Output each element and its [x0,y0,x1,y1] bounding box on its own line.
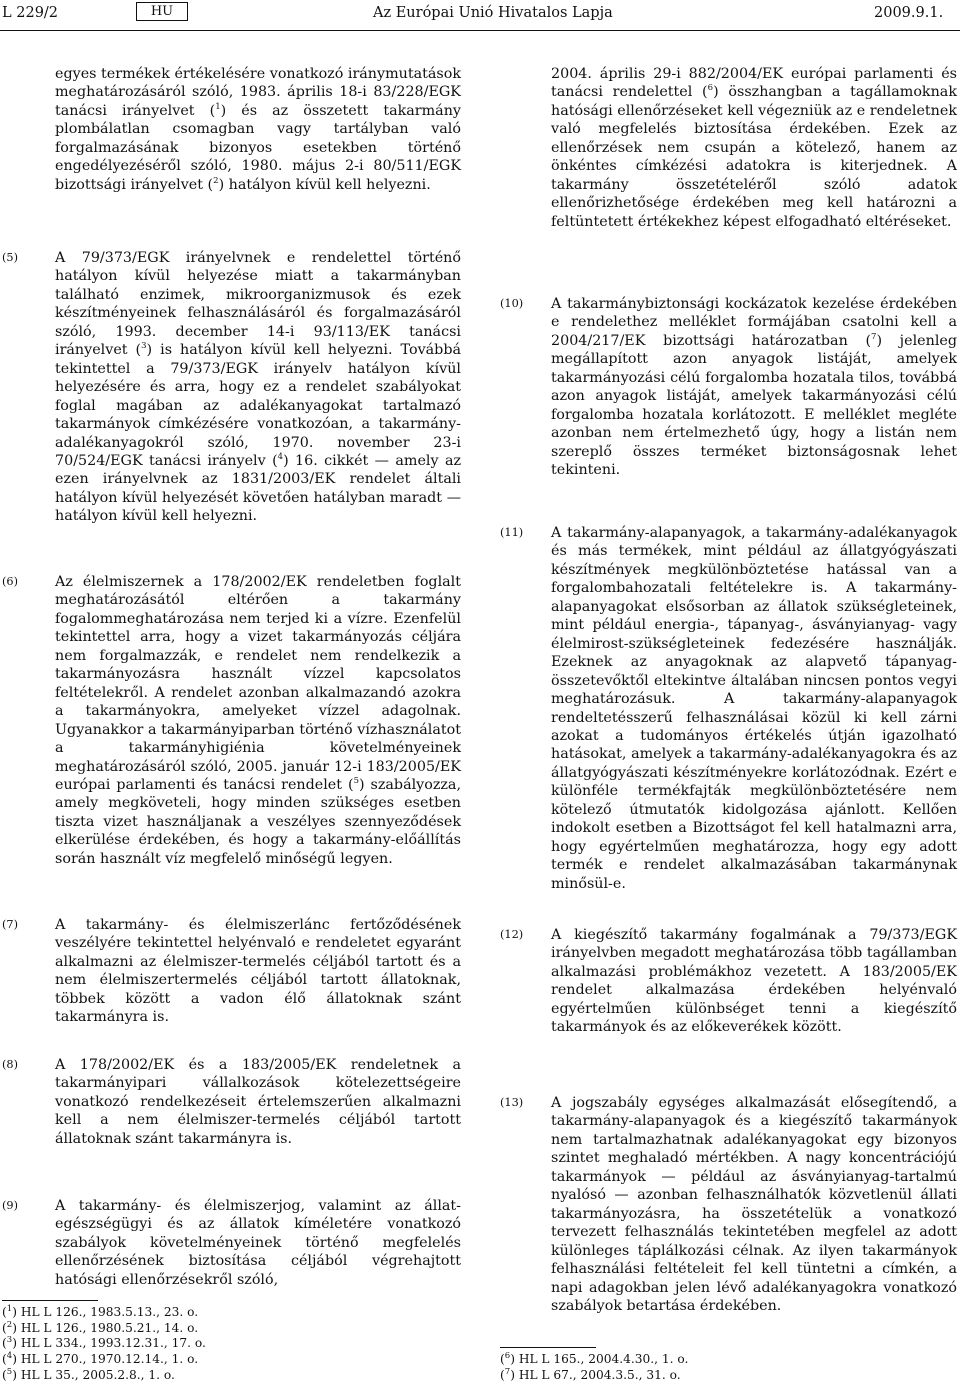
footnote-6: ($^6$) HL L 165., 2004.4.30., 1. o. [500,1350,689,1366]
paragraph-7-number: (7) [2,918,19,931]
page-reference: L 229/2 [2,5,59,21]
paragraph-7: A takarmány- és élelmiszerlánc fertőződésének veszélyére tekintettel helyénvaló e rendeletet egyaránt alkalmazni az élelmiszer-termelés céljából tartott és a nem élelmiszertermelés céljából tartott állatoknak, többek között a vadon élő állatoknak szánt takarmányra is. [55,917,461,1026]
paragraph-4-continued: egyes termékek értékelésére vonatkozó iránymutatások meghatározásáról szóló, 1983. április 18-i 83/228/EGK tanácsi irányelvet ($^1$) és az összetett takarmány plombálatlan csomagban vagy tartályban való forgalmazásának bizonyos esetekben történő engedélyezéséről szóló, 1980. május 2-i 80/511/EGK bizottsági irányelvet ($^2$) hatályon kívül kell helyezni. [55,66,461,193]
paragraph-9: A takarmány- és élelmiszerjog, valamint az állat-egészségügyi és az állatok kíméletére vonatkozó szabályok követelményeinek történő megfelelés ellenőrzésének biztosítása céljából végrehajtott hatósági ellenőrzésekről szóló, [55,1198,461,1288]
language-badge: HU [136,2,188,21]
paragraph-8-number: (8) [2,1058,19,1071]
footnote-rule-right [500,1347,596,1348]
footnote-4: ($^4$) HL L 270., 1970.12.14., 1. o. [2,1351,199,1367]
paragraph-5-number: (5) [2,251,19,264]
paragraph-11: A takarmány-alapanyagok, a takarmány-adalékanyagok és más termékek, mint például az állatgyógyászati készítmények megkülönböztetése hatással van a forgalombahozatali feltételekre is. A takarmány-alapanyagokat elsősorban az állatok szükségleteinek, mint például energia-, tápanyag-, ásványianyag- vagy élelmirost-szükségleteinek fedezésére használják. Ezeknek az anyagoknak az alapvető tápanyag-összetevőktől eltekintve általában nincsen pontos vegyi meghatározásuk. A takarmány-alapanyagok rendeltetésszerű felhasználásai közül ki kell zárni azokat a tudományos értékelés útján igazolható hatásokat, amelyek a takarmány-adalékanyagokra és az állatgyógyászati készítményekre korlátozódnak. Ezért e különféle termékfajták megkülönböztetésére nem kötelező útmutatók kidolgozása ajánlott. Kellően indokolt esetben a Bizottságot fel kell hatalmazni arra, hogy egyértelműen meghatározza, hogy egy adott termék e rendelet alkalmazásában takarmánynak minősül-e. [551,525,957,892]
footnote-5: ($^5$) HL L 35., 2005.2.8., 1. o. [2,1366,175,1382]
footnote-2: ($^2$) HL L 126., 1980.5.21., 14. o. [2,1319,199,1335]
paragraph-13: A jogszabály egységes alkalmazását elősegítendő, a takarmány-alapanyagok és a kiegészítő takarmányok nem tartalmazhatnak adalékanyagokat egy bizonyos szintet meghaladó mértékben. A nagy koncentrációjú takarmányok — például az ásványianyag-tartalmú nyalósó — azonban felhasználhatók közvetlenül állati takarmányozásra, ha összetételük a vonatkozó tervezett felhasználás tekintetében megfelel az adott különleges táplálkozási célnak. Az ilyen takarmányok felhasználási feltételeit fel kell tüntetni a címkén, a napi adagokban jelen lévő adalékanyagokra vonatkozó szabályok betartása érdekében. [551,1095,957,1314]
footnote-7: ($^7$) HL L 67., 2004.3.5., 31. o. [500,1366,681,1382]
paragraph-6: Az élelmiszernek a 178/2002/EK rendeletben foglalt meghatározásától eltérően a takarmány fogalommeghatározása nem terjed ki a vízre. Ezenfelül tekintettel arra, hogy a vizet takarmányozás céljára nem forgalmazzák, e rendelet nem rendelkezik a takarmányozásra használt vízzel kapcsolatos feltételekről. A rendelet azonban alkalmazandó azokra a takarmányokra, amelyeket vízzel adagolnak. Ugyanakkor a takarmányiparban történő vízhasználatot a takarmányhigiénia követelményeinek meghatározásáról szóló, 2005. január 12-i 183/2005/EK európai parlamenti és tanácsi rendelet ($^5$) szabályozza, amely megköveteli, hogy minden szükséges esetben tiszta vizet használjanak a veszélyes szennyeződések elkerülése érdekében, és hogy a takarmány-előállítás során használt víz megfelelő minőségű legyen. [55,574,461,867]
paragraph-12: A kiegészítő takarmány fogalmának a 79/373/EGK irányelvben megadott meghatározása több tagállamban alkalmazási problémákhoz vezetett. A 183/2005/EK rendelet alkalmazása érdekében helyénvaló egyértelműen különbséget tenni a kiegészítő takarmányok és az előkeverékek között. [551,927,957,1036]
footnotes-right [500,1352,940,1383]
paragraph-9-number: (9) [2,1199,19,1212]
paragraph-10: A takarmánybiztonsági kockázatok kezelése érdekében e rendelethez melléklet formájában csatolni kell a 2004/217/EK bizottsági határozatban ($^7$) jelenleg megállapított azon anyagok listáját, amelyek takarmányozási célú forgalomba hozatala tilos, továbbá azon anyagok listáját, amelyek takarmányozási célú forgalomba hozatala korlátozott. E melléklet megléte azonban nem értelmezhető úgy, hogy a listán nem szereplő összes terméket biztonságosnak lehet tekinteni. [551,296,958,479]
footnotes-left [2,1305,442,1384]
footnote-3: ($^3$) HL L 334., 1993.12.31., 17. o. [2,1335,206,1351]
footnote-rule-left [2,1300,98,1301]
paragraph-9-continued: 2004. április 29-i 882/2004/EK európai parlamenti és tanácsi rendelettel ($^6$) összhangban a tagállamoknak hatósági ellenőrzéseket kell végezniük az e rendeletnek való megfelelés biztosítása érdekében. Ezek az ellenőrzések nem csupán a kötelező, hanem az önkéntes címkézési adatokra is kiterjednek. A takarmány összetételéről szóló adatok ellenőrizhetősége érdekében meg kell határozni a feltüntetett értékekhez képest elfogadható eltéréseket. [551,66,957,230]
paragraph-13-number: (13) [500,1096,524,1109]
footnote-1: ($^1$) HL L 126., 1983.5.13., 23. o. [2,1303,199,1319]
paragraph-6-number: (6) [2,575,19,588]
journal-title: Az Európai Unió Hivatalos Lapja [373,5,613,21]
issue-date: 2009.9.1. [874,5,944,21]
paragraph-11-number: (11) [500,526,524,539]
page-header [0,0,960,30]
paragraph-10-number: (10) [500,297,524,310]
paragraph-5: A 79/373/EGK irányelvnek e rendelettel történő hatályon kívül helyezése miatt a takarmányban található enzimek, mikroorganizmusok és ezek készítményeinek felhasználásáról és forgalmazásáról szóló, 1993. december 14-i 93/113/EK tanácsi irányelvet ($^3$) is hatályon kívül kell helyezni. Továbbá tekintettel a 79/373/EGK irányelv hatályon kívül helyezésére és arra, hogy ez a rendelet szabályokat foglal magában az adalékanyagokat tartalmazó takarmányok címkézésére vonatkozóan, a takarmány-adalékanyagokról szóló, 1970. november 23-i 70/524/EGK tanácsi irányelv ($^4$) 16. cikkét — amely az ezen irányelvnek az 1831/2003/EK rendelet általi hatályon kívül helyezését követően hatályban maradt — hatályon kívül kell helyezni. [55,250,462,525]
paragraph-12-number: (12) [500,928,524,941]
paragraph-8: A 178/2002/EK és a 183/2005/EK rendeletnek a takarmányipari vállalkozások kötelezettségeire vonatkozó rendelkezéseit értelemszerűen alkalmazni kell a nem élelmiszer-termelés céljából tartott állatoknak szánt takarmányra is. [55,1057,461,1147]
header-rule [0,30,960,31]
